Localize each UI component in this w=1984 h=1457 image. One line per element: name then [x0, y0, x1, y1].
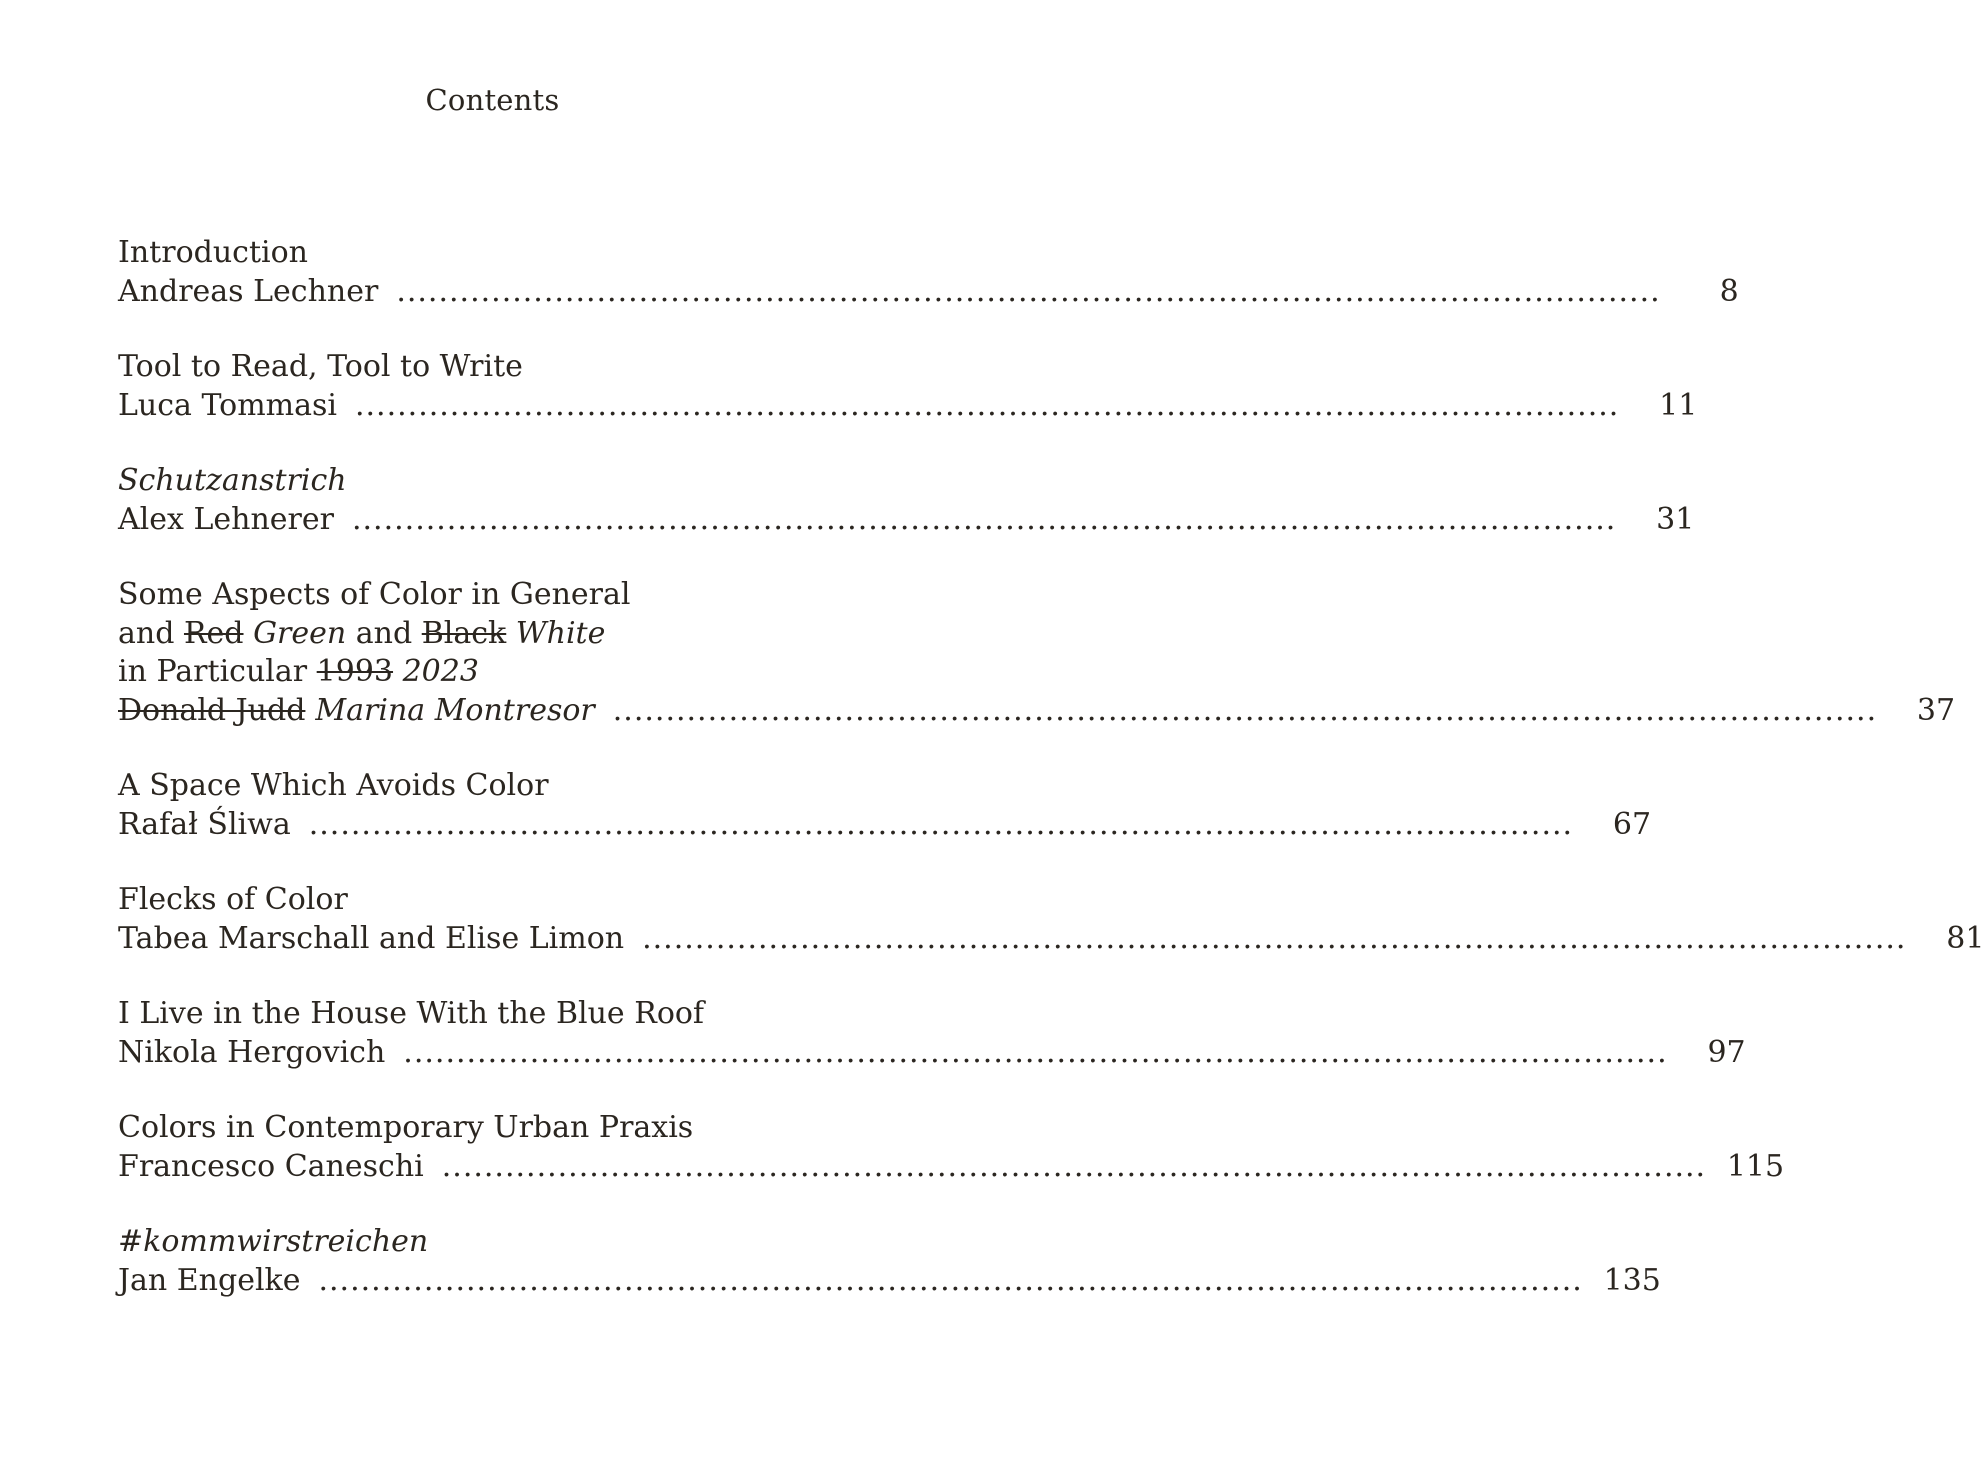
entry-title-line-2: [118, 615, 867, 654]
entry-title-line-3: [118, 653, 867, 692]
dot-leader: ........................................................................................................................: [642, 920, 1907, 956]
entry-author-line: [118, 273, 1739, 312]
dot-leader: ........................................................................................................................: [351, 501, 1617, 537]
italic-word: White: [515, 615, 606, 651]
entry-author: Andreas Lechner: [118, 273, 379, 309]
entry-title: I Live in the House With the Blue Roof: [118, 996, 705, 1031]
entry-title: Tool to Read, Tool to Write: [118, 349, 523, 384]
dot-leader: ........................................................................................................................: [318, 1262, 1583, 1298]
entry-author: Marina Montresor: [315, 692, 595, 728]
entry-title: Schutzanstrich: [118, 463, 347, 498]
entry-author: Francesco Caneschi: [118, 1148, 424, 1184]
entry-author-line: [118, 806, 1652, 845]
entry-page-number: 81: [1946, 920, 1984, 956]
entry-title: Flecks of Color: [118, 882, 348, 917]
struck-author: Donald Judd: [118, 692, 306, 728]
entry-title: #kommwirstreichen: [118, 1224, 429, 1259]
entry-title: Introduction: [118, 235, 308, 270]
toc-entry-tool-to-read: [118, 348, 1698, 425]
entry-author-line: [118, 1148, 1785, 1187]
entry-page-number: 67: [1612, 806, 1652, 842]
entry-page-number: 97: [1707, 1034, 1746, 1070]
entry-author-line: [118, 1262, 1661, 1301]
entry-page-number: 8: [1719, 273, 1739, 309]
dot-leader: ........................................................................................................................: [308, 806, 1574, 842]
dot-leader: ........................................................................................................................: [441, 1148, 1707, 1184]
toc-entry-urban-praxis: [118, 1109, 1785, 1186]
toc-entry-schutzanstrich: [118, 462, 1695, 539]
entry-author: Tabea Marschall and Elise Limon: [118, 920, 625, 956]
toc-entry-kommwirstreichen: [118, 1223, 1661, 1300]
entry-page-number: 31: [1656, 501, 1695, 537]
page-title: Contents: [425, 83, 560, 117]
entry-page-number: 11: [1659, 387, 1698, 423]
entry-author: Luca Tommasi: [118, 387, 337, 423]
title-word: in Particular: [118, 654, 308, 689]
struck-year: 1993: [316, 654, 394, 689]
title-word: and: [355, 615, 413, 651]
struck-word: Red: [183, 615, 244, 651]
entry-author-line: [118, 1034, 1746, 1073]
dot-leader: ........................................................................................................................: [396, 273, 1661, 309]
entry-author: Jan Engelke: [118, 1262, 301, 1298]
entry-author-line: [118, 501, 1695, 540]
dot-leader: ........................................................................................................................: [354, 387, 1620, 423]
dot-leader: ........................................................................................................................: [612, 692, 1878, 728]
entry-page-number: 115: [1726, 1148, 1785, 1184]
toc-entry-some-aspects-of-color: [118, 576, 1956, 730]
table-of-contents: [118, 234, 1984, 1337]
dot-leader: ........................................................................................................................: [403, 1034, 1668, 1070]
entry-title: A Space Which Avoids Color: [118, 768, 549, 803]
entry-title: Some Aspects of Color in General: [118, 577, 631, 612]
entry-author-line: [118, 387, 1698, 426]
entry-page-number: 37: [1916, 692, 1956, 728]
italic-word: Green: [253, 615, 347, 651]
toc-entry-flecks-of-color: [118, 881, 1984, 958]
toc-entry-introduction: [118, 234, 1739, 311]
entry-author: Nikola Hergovich: [118, 1034, 386, 1070]
entry-page-number: 135: [1603, 1262, 1661, 1298]
entry-author: Alex Lehnerer: [118, 501, 334, 537]
title-word: and: [118, 615, 175, 651]
entry-title: Colors in Contemporary Urban Praxis: [118, 1110, 694, 1145]
entry-author-line: [118, 920, 1984, 959]
toc-entry-blue-roof: [118, 995, 1746, 1072]
entry-author: Rafał Śliwa: [118, 806, 291, 842]
struck-word: Black: [421, 615, 507, 651]
toc-entry-a-space-which-avoids-color: [118, 767, 1652, 844]
entry-author-line: [118, 692, 1956, 731]
italic-year: 2023: [402, 654, 479, 689]
